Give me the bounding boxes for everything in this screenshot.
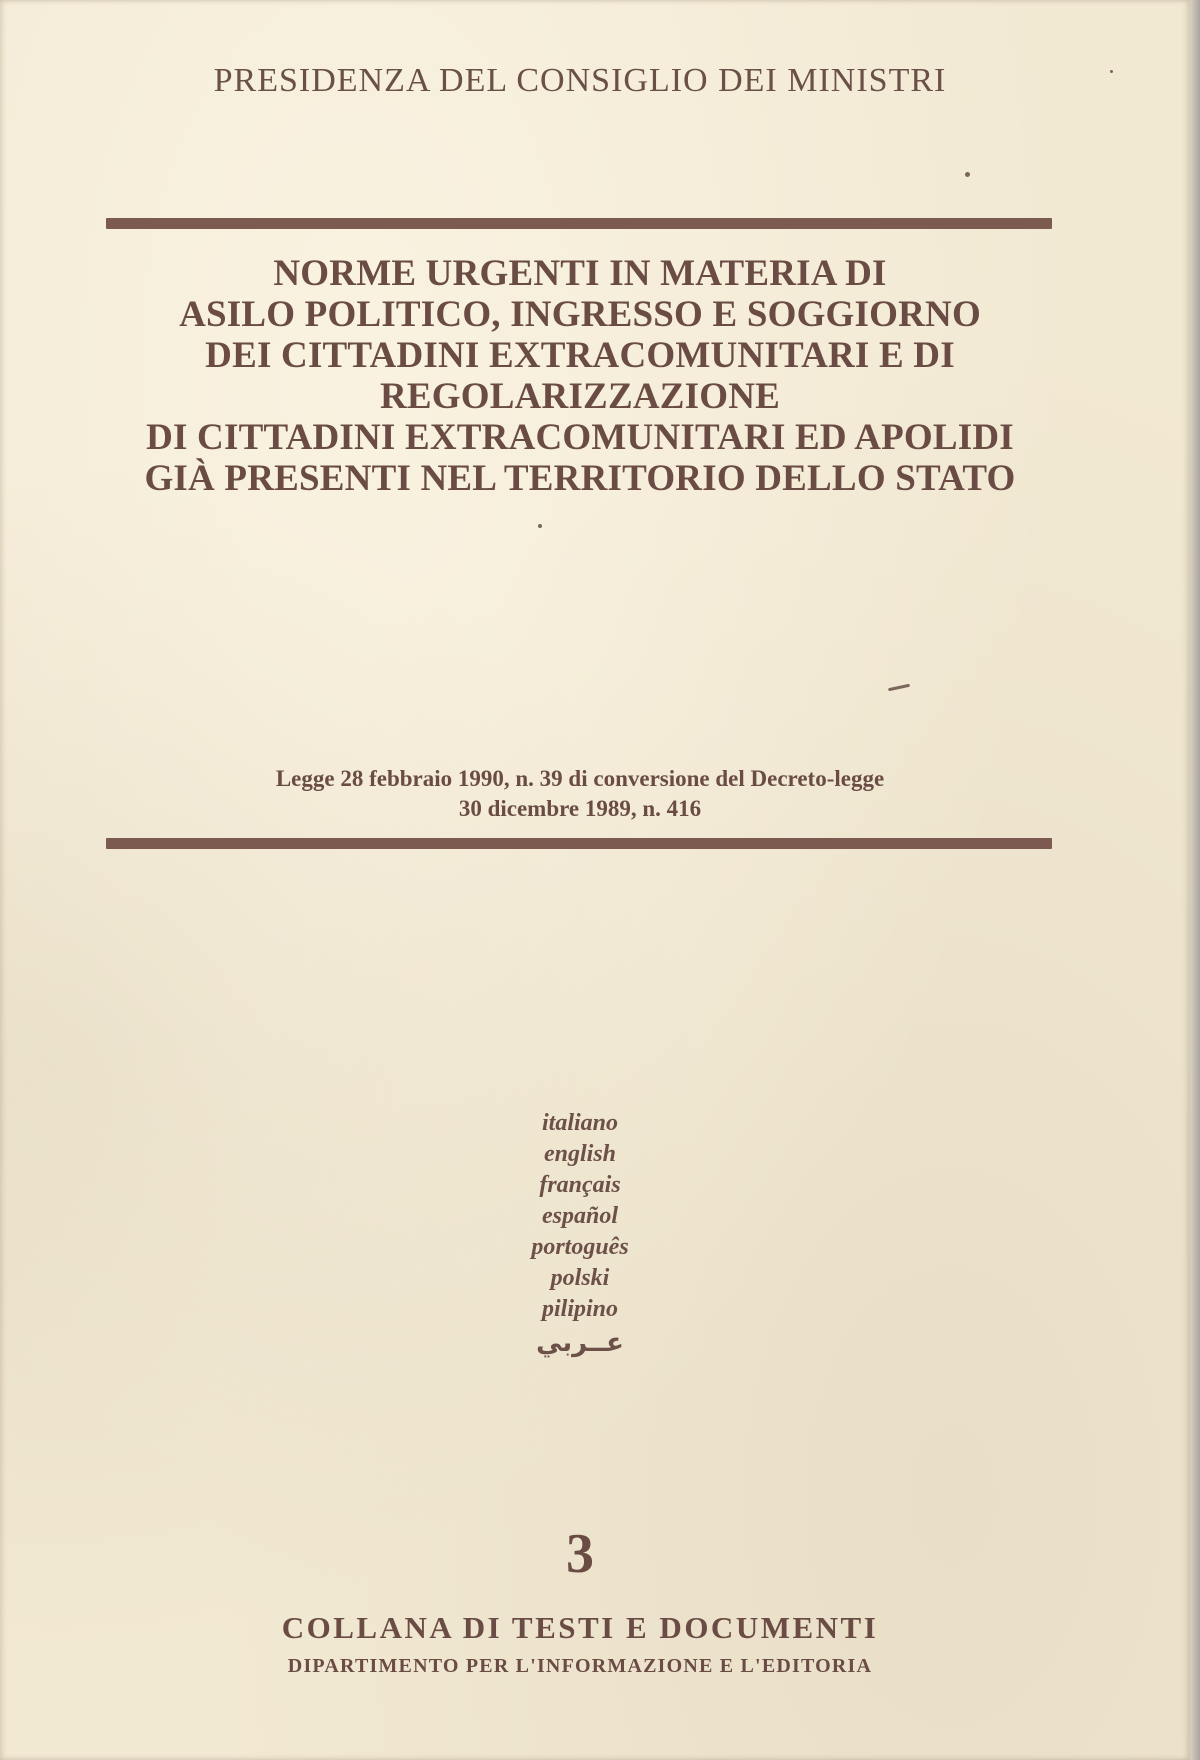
language-list bbox=[420, 1108, 740, 1361]
title-line: ASILO POLITICO, INGRESSO E SOGGIORNO bbox=[179, 294, 981, 335]
language-item: italiano bbox=[541, 1110, 619, 1136]
department-name: DIPARTIMENTO PER L'INFORMAZIONE E L'EDITORIA bbox=[287, 1655, 873, 1677]
title-line: REGOLARIZZAZIONE bbox=[379, 376, 780, 417]
language-item-arabic: عــربي bbox=[536, 1328, 624, 1358]
series-name: COLLANA DI TESTI E DOCUMENTI bbox=[281, 1610, 879, 1645]
series-number: 3 bbox=[566, 1523, 594, 1585]
language-item: polski bbox=[550, 1265, 610, 1291]
title-line: DI CITTADINI EXTRACOMUNITARI ED APOLIDI bbox=[146, 417, 1014, 458]
page-edge bbox=[1190, 0, 1200, 1760]
title-line: DEI CITTADINI EXTRACOMUNITARI E DI bbox=[205, 335, 955, 376]
publisher-heading: PRESIDENZA DEL CONSIGLIO DEI MINISTRI bbox=[213, 62, 947, 99]
paper-speck bbox=[965, 172, 970, 177]
language-item: français bbox=[539, 1172, 621, 1198]
law-reference bbox=[60, 764, 1100, 824]
bottom-divider-rule bbox=[106, 838, 1052, 849]
language-item: portoguês bbox=[531, 1234, 629, 1260]
title-line: NORME URGENTI IN MATERIA DI bbox=[273, 253, 887, 294]
title-line: GIÀ PRESENTI NEL TERRITORIO DELLO STATO bbox=[144, 458, 1016, 499]
law-line: 30 dicembre 1989, n. 416 bbox=[458, 796, 702, 821]
paper-scuff bbox=[888, 684, 910, 692]
language-item: español bbox=[541, 1203, 618, 1229]
language-item: pilipino bbox=[541, 1296, 619, 1322]
document-title bbox=[60, 253, 1100, 499]
paper-speck bbox=[1110, 70, 1113, 73]
law-line: Legge 28 febbraio 1990, n. 39 di conversione del Decreto-legge bbox=[275, 766, 885, 791]
language-item: english bbox=[543, 1141, 617, 1167]
paper-speck bbox=[538, 524, 542, 528]
top-divider-rule bbox=[106, 218, 1052, 229]
